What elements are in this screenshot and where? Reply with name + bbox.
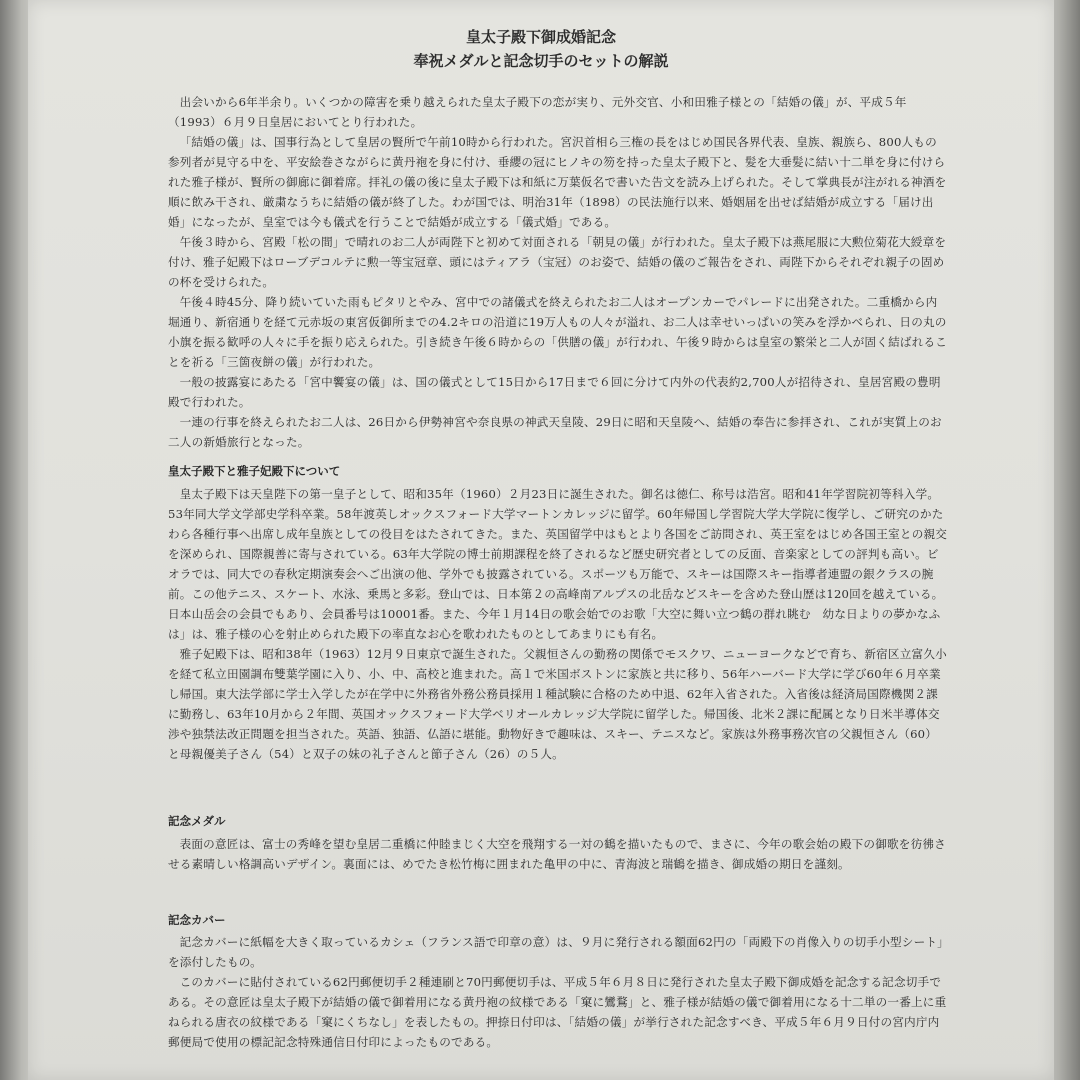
cover-section [168, 932, 948, 1052]
paragraph: 午後３時から、宮殿「松の間」で晴れのお二人が両陛下と初めて対面される「朝見の儀」が行われた。皇太子殿下は燕尾服に大勲位菊花大綬章を付け、雅子妃殿下はローブデコルテに勲一等宝冠章、頭にはティアラ（宝冠）のお姿で、結婚の儀のご報告をされ、両陛下からそれぞれ親子の固めの杯を受けられた。 [168, 235, 947, 289]
paragraph: 記念カバーに紙幅を大きく取っているカシェ（フランス語で印章の意）は、９月に発行される額面62円の「両殿下の肖像入りの切手小型シート」を添付したもの。 [168, 935, 944, 969]
paragraph: 一連の行事を終えられたお二人は、26日から伊勢神宮や奈良県の神武天皇陵、29日に昭和天皇陵へ、結婚の奉告に参拝され、これが実質上のお二人の新婚旅行となった。 [168, 415, 942, 449]
section-heading-medal: 記念メダル [168, 814, 226, 828]
couple-section [168, 484, 948, 764]
document-page [28, 0, 1054, 1080]
paragraph: 午後４時45分、降り続いていた雨もピタリとやみ、宮中での諸儀式を終えられたお二人はオープンカーでパレードに出発された。二重橋から内堀通り、新宿通りを経て元赤坂の東宮仮御所までの4.2キロの沿道に19万人もの人々が溢れ、お二人は幸せいっぱいの笑みを浮かべられ、日の丸の小旗を振る歓呼の人々に手を振り応えられた。引き続き午後６時からの「供膳の儀」が行われ、午後９時からは皇室の繁栄と二人が固く結ばれることを祈る「三箇夜餅の儀」が行われた。 [168, 295, 948, 369]
intro-section [168, 92, 948, 452]
paragraph: 表面の意匠は、富士の秀峰を望む皇居二重橋に仲睦まじく大空を飛翔する一対の鶴を描いたもので、まさに、今年の歌会始の殿下の御歌を彷彿させる素晴しい格調高いデザイン。裏面には、めでたき松竹梅に囲まれた亀甲の中に、青海波と瑞鶴を描き、御成婚の期日を謹刻。 [168, 837, 946, 871]
paragraph: このカバーに貼付されている62円郵便切手２種連刷と70円郵便切手は、平成５年６月８日に発行された皇太子殿下御成婚を記念する記念切手である。その意匠は皇太子殿下が結婚の儀で御着用になる黄丹袍の紋様である「窠に鸞鶩」と、雅子様が結婚の儀で御着用になる十二単の一番上に重ねられる唐衣の紋様である「窠にくちなし」を表したもの。押捺日付印は、「結婚の儀」が挙行された記念すべき、平成５年６月９日付の宮内庁内郵便局で使用の標記記念特殊通信日付印によったものである。 [168, 975, 947, 1049]
medal-section [168, 834, 948, 874]
paragraph: 「結婚の儀」は、国事行為として皇居の賢所で午前10時から行われた。宮沢首相ら三権の長をはじめ国民各界代表、皇族、親族ら、800人もの参列者が見守る中を、平安絵巻さながらに黄丹袍を身に付け、垂纓の冠にヒノキの笏を持った皇太子殿下と、髪を大垂髪に結い十二単を身に付けられた雅子様が、賢所の御廊に御着席。拝礼の儀の後に皇太子殿下は和紙に万葉仮名で書いた告文を読み上げられた。そして掌典長が注がれる神酒を順に飲み干され、厳粛なうちに結婚の儀が終了した。わが国では、明治31年（1898）の民法施行以来、婚姻届を出せば結婚が成立する「届け出婚」になったが、皇室では今も儀式を行うことで結婚が成立する「儀式婚」である。 [168, 135, 947, 229]
paragraph: 皇太子殿下は天皇陛下の第一皇子として、昭和35年（1960）２月23日に誕生された。御名は徳仁、称号は浩宮。昭和41年学習院初等科入学。53年同大学文学部史学科卒業。58年渡英しオックスフォード大学マートンカレッジに留学。60年帰国し学習院大学大学院に復学し、ご研究のかたわら各種行事へ出席し成年皇族としての役目をはたされてきた。また、英国留学中はもとより各国をご訪問され、英王室をはじめ各国王室との親交を深められ、国際親善に寄与されている。63年大学院の博士前期課程を終了されるなど歴史研究者としての反面、音楽家としての評判も高い。ビオラでは、同大での春秋定期演奏会へご出演の他、学外でも披露されている。スポーツも万能で、スキーは国際スキー指導者連盟の銀クラスの腕前。この他テニス、スケート、水泳、乗馬と多彩。登山では、日本第２の高峰南アルプスの北岳などスキーを含めた登山歴は120回を越えている。日本山岳会の会員でもあり、会員番号は10001番。また、今年１月14日の歌会始でのお歌「大空に舞い立つ鶴の群れ眺む 幼な日よりの夢かなふは」は、雅子様の心を射止められた殿下の率直なお心を歌われたものとしてあまりにも有名。 [168, 487, 948, 641]
section-heading-couple: 皇太子殿下と雅子妃殿下について [168, 464, 341, 478]
paragraph: 一般の披露宴にあたる「宮中饗宴の儀」は、国の儀式として15日から17日まで６回に分けて内外の代表約2,700人が招待され、皇居宮殿の豊明殿で行われた。 [168, 375, 941, 409]
section-heading-cover: 記念カバー [168, 913, 226, 927]
paragraph: 出会いから6年半余り。いくつかの障害を乗り越えられた皇太子殿下の恋が実り、元外交官、小和田雅子様との「結婚の儀」が、平成５年（1993）６月９日皇居においてとり行われた。 [168, 95, 907, 129]
document-subtitle: 奉祝メダルと記念切手のセットの解説 [413, 52, 669, 70]
paragraph: 雅子妃殿下は、昭和38年（1963）12月９日東京で誕生された。父親恒さんの勤務の関係でモスクワ、ニューヨークなどで育ち、新宿区立富久小を経て私立田園調布雙葉学園に入り、小、中、高校と進まれた。高１で米国ボストンに家族と共に移り、56年ハーバード大学に学び60年６月卒業し帰国。東大法学部に学士入学したが在学中に外務省外務公務員採用１種試験に合格のため中退、62年入省された。入省後は経済局国際機関２課に勤務し、63年10月から２年間、英国オックスフォード大学ベリオールカレッジ大学院に留学した。帰国後、北米２課に配属となり日米半導体交渉や独禁法改正問題を担当された。英語、独語、仏語に堪能。動物好きで趣味は、スキー、テニスなど。家族は外務事務次官の父親恒さん（60）と母親優美子さん（54）と双子の妹の礼子さんと節子さん（26）の５人。 [168, 647, 947, 761]
document-title: 皇太子殿下御成婚記念 [465, 28, 616, 46]
